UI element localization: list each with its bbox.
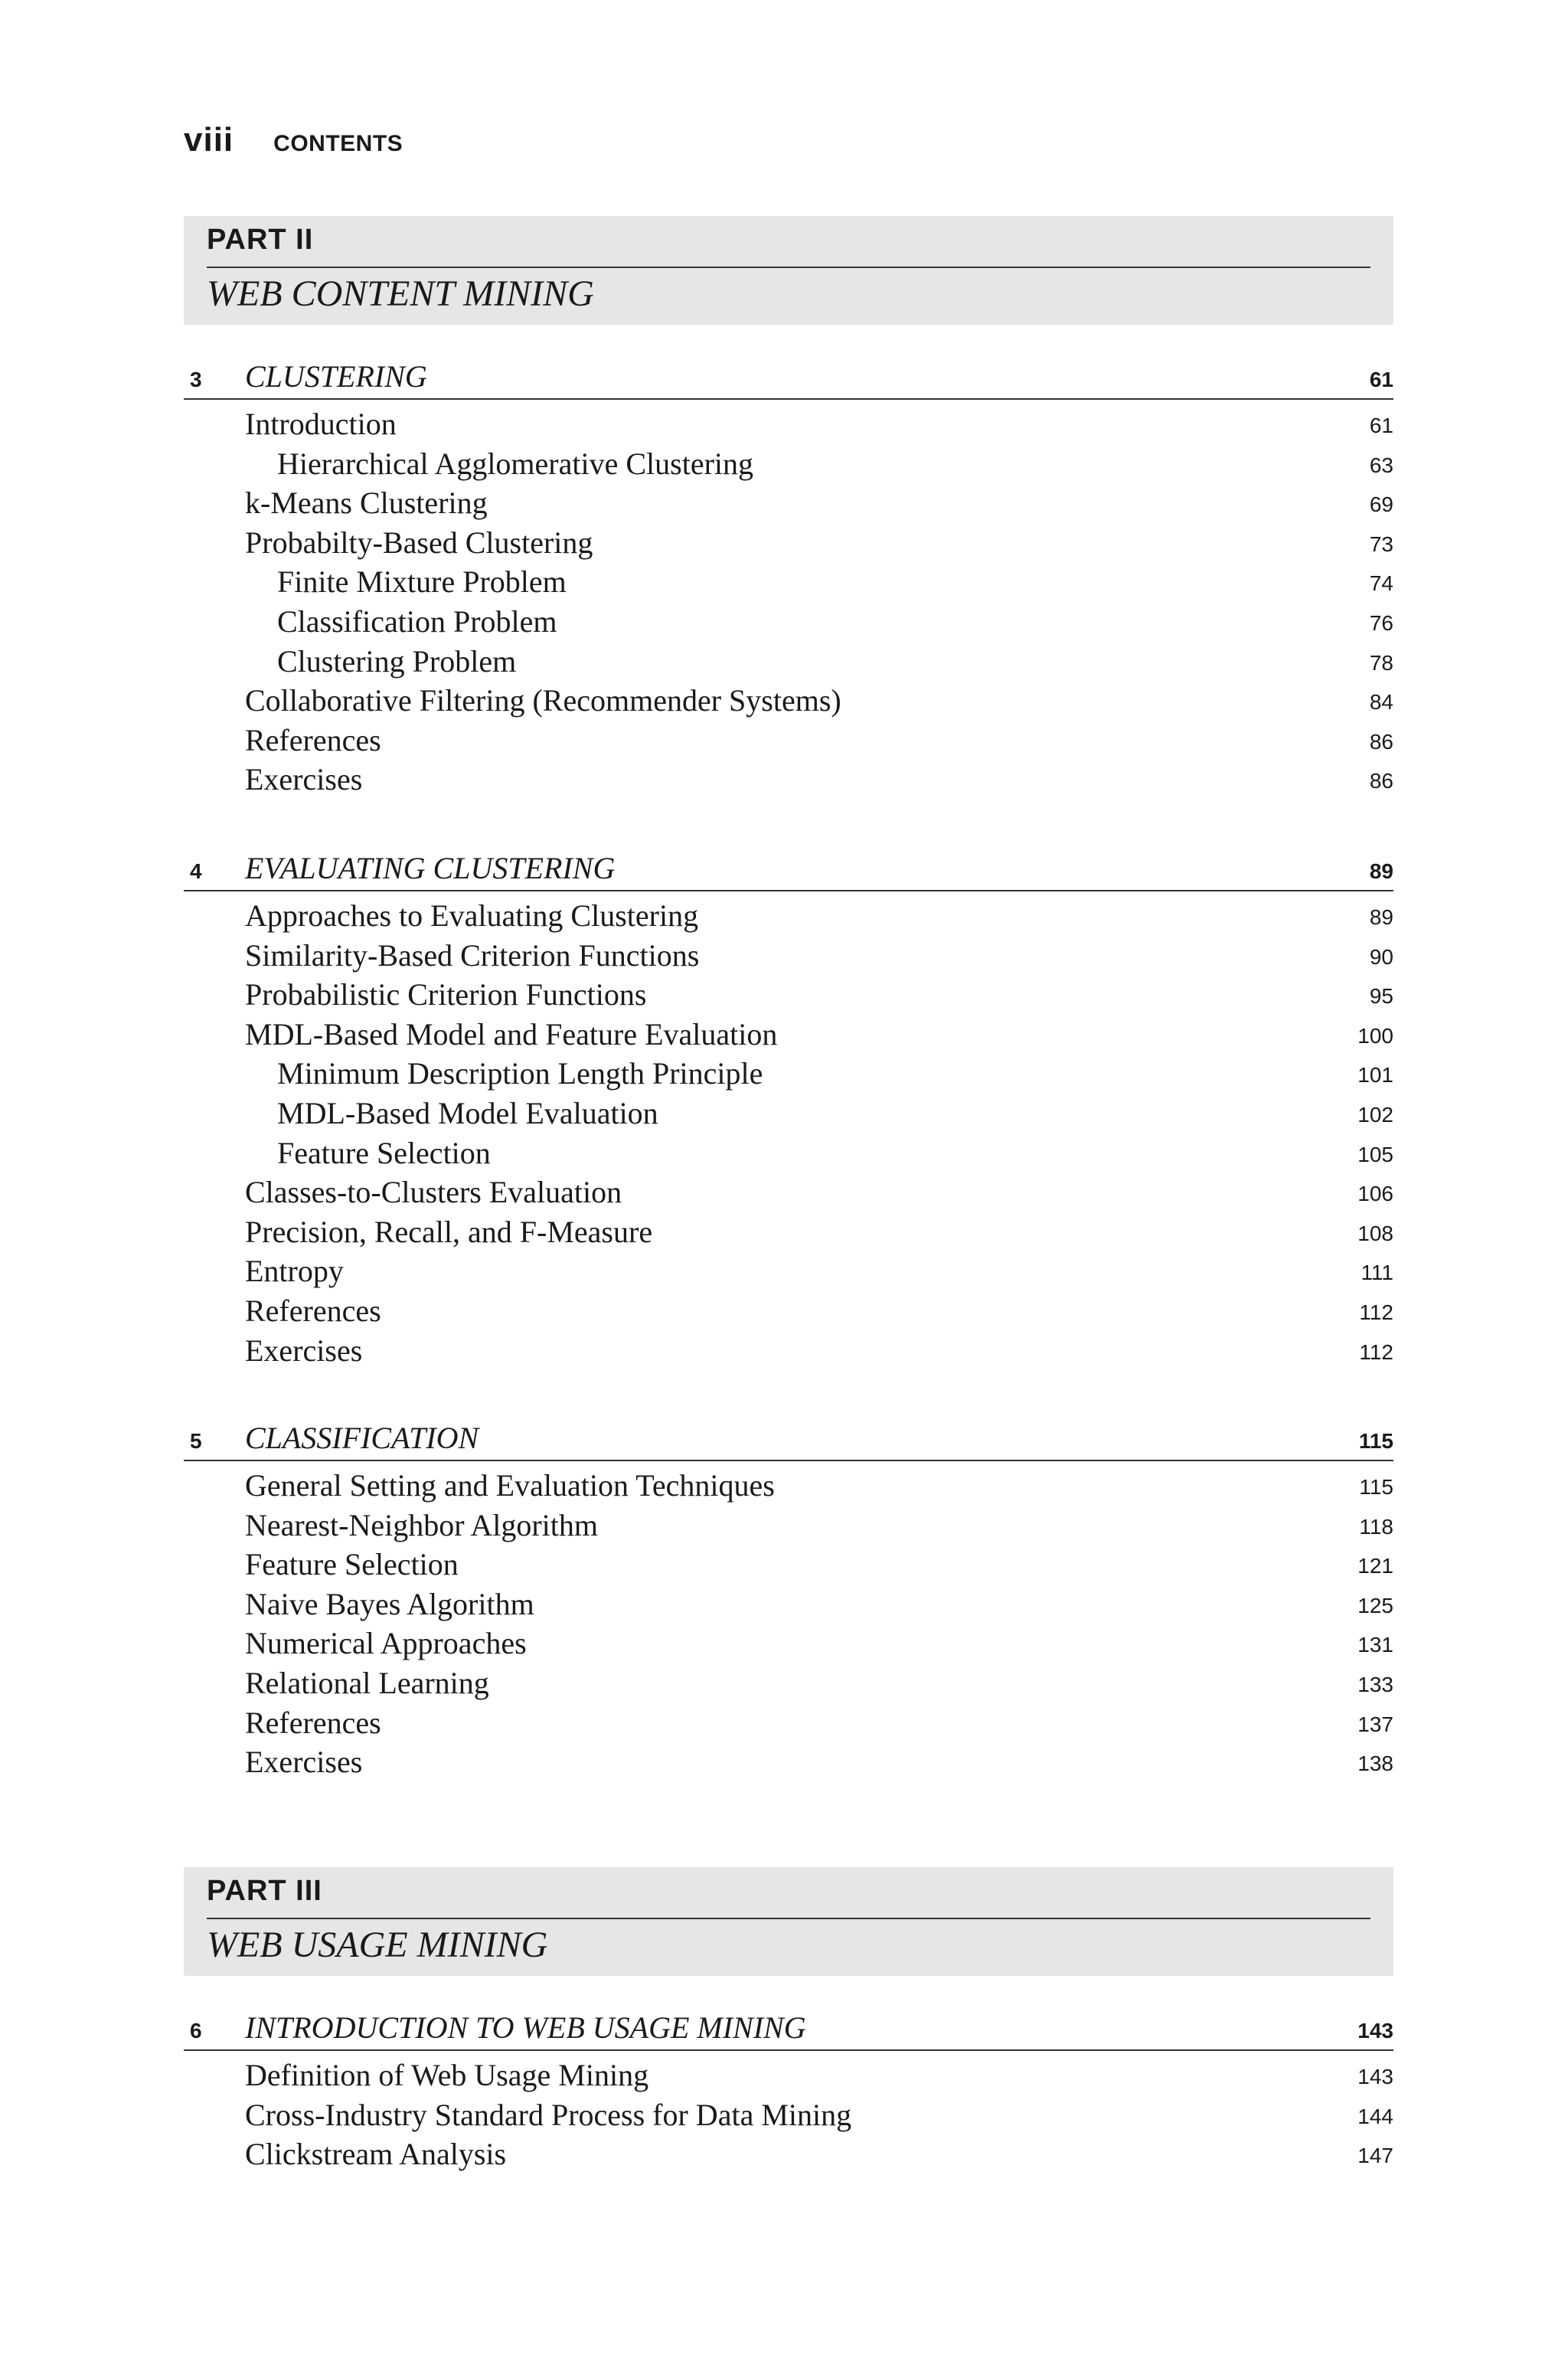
entry-page: 73 (1369, 531, 1393, 556)
running-title: CONTENTS (273, 131, 403, 156)
toc-subentry (184, 441, 1393, 481)
chapter-number: 3 (190, 368, 202, 391)
entry-page: 86 (1369, 729, 1393, 754)
toc-entry (184, 1288, 1393, 1328)
part-rule (207, 267, 1370, 268)
toc-subentry (184, 1130, 1393, 1170)
toc-list (184, 1463, 1393, 1779)
entry-title: General Setting and Evaluation Techniques (245, 1468, 775, 1503)
entry-title: References (245, 722, 381, 757)
toc-entry (184, 893, 1393, 933)
entry-page: 137 (1357, 1712, 1393, 1736)
entry-title: Probabilistic Criterion Functions (245, 977, 647, 1012)
entry-title: Minimum Description Length Principle (277, 1056, 763, 1091)
entry-title: Collaborative Filtering (Recommender Systems) (245, 683, 841, 718)
toc-entry (184, 2131, 1393, 2171)
chapter (184, 847, 1393, 1367)
entry-page: 112 (1359, 1339, 1393, 1364)
entry-page: 143 (1357, 2065, 1393, 2088)
toc-entry (184, 757, 1393, 796)
entry-title: Classification Problem (277, 603, 557, 639)
entry-page: 112 (1359, 1300, 1393, 1324)
entry-page: 95 (1369, 984, 1393, 1009)
chapter (184, 1417, 1393, 1779)
chapter-title: CLASSIFICATION (245, 1421, 479, 1455)
toc-subentry (184, 559, 1393, 599)
entry-page: 69 (1369, 492, 1393, 517)
entry-page: 100 (1357, 1023, 1393, 1048)
entry-page: 84 (1369, 690, 1393, 715)
chapter-number: 6 (190, 2019, 202, 2043)
entry-title: Entropy (245, 1254, 344, 1289)
toc-entry (184, 2052, 1393, 2092)
entry-page: 106 (1357, 1182, 1393, 1206)
entry-title: Exercises (245, 1333, 363, 1368)
page-number: viii (184, 121, 234, 159)
entry-page: 138 (1357, 1751, 1393, 1776)
entry-title: MDL-Based Model and Feature Evaluation (245, 1016, 778, 1052)
chapter-title: INTRODUCTION TO WEB USAGE MINING (245, 2010, 806, 2045)
chapter-page: 61 (1369, 368, 1393, 391)
toc-list (184, 893, 1393, 1367)
toc-entry (184, 1581, 1393, 1621)
toc-entry (184, 1660, 1393, 1700)
entry-title: Finite Mixture Problem (277, 564, 567, 600)
chapter-page: 89 (1369, 859, 1393, 883)
chapter-heading (184, 2007, 1393, 2051)
chapter (184, 355, 1393, 796)
entry-page: 144 (1357, 2104, 1393, 2128)
part-header (184, 216, 1393, 325)
part-rule (207, 1918, 1370, 1919)
toc-list (184, 401, 1393, 796)
entry-title: Similarity-Based Criterion Functions (245, 937, 700, 973)
part-header (184, 1867, 1393, 1976)
toc-entry (184, 1463, 1393, 1503)
entry-page: 125 (1357, 1593, 1393, 1617)
toc-entry (184, 520, 1393, 560)
entry-page: 102 (1357, 1102, 1393, 1127)
entry-page: 133 (1357, 1672, 1393, 1696)
toc-list (184, 2052, 1393, 2171)
entry-title: Clustering Problem (277, 643, 517, 679)
toc-entry (184, 1739, 1393, 1779)
toc-entry (184, 480, 1393, 520)
toc-entry (184, 1542, 1393, 1581)
entry-title: References (245, 1705, 381, 1740)
chapter-title: EVALUATING CLUSTERING (245, 851, 616, 885)
toc-entry (184, 1012, 1393, 1052)
entry-title: Definition of Web Usage Mining (245, 2058, 649, 2092)
entry-title: Naive Bayes Algorithm (245, 1586, 534, 1621)
toc-subentry (184, 1091, 1393, 1130)
entry-page: 89 (1369, 905, 1393, 929)
toc-entry (184, 401, 1393, 441)
entry-page: 105 (1357, 1142, 1393, 1166)
entry-page: 74 (1369, 571, 1393, 596)
entry-title: Nearest-Neighbor Algorithm (245, 1507, 598, 1542)
entry-title: Feature Selection (245, 1547, 459, 1582)
toc-entry (184, 1248, 1393, 1288)
entry-title: Clickstream Analysis (245, 2137, 507, 2172)
entry-title: Numerical Approaches (245, 1626, 527, 1661)
entry-page: 147 (1357, 2144, 1393, 2168)
part-title: WEB CONTENT MINING (207, 273, 594, 314)
toc-entry (184, 1209, 1393, 1249)
chapter-page: 143 (1357, 2019, 1393, 2043)
toc-entry (184, 1503, 1393, 1542)
part-label: PART II (207, 224, 314, 256)
entry-page: 121 (1357, 1554, 1393, 1578)
part-title: WEB USAGE MINING (207, 1925, 548, 1965)
toc-entry (184, 1621, 1393, 1660)
chapter-title: CLUSTERING (245, 359, 427, 394)
chapter-heading (184, 847, 1393, 891)
toc-subentry (184, 639, 1393, 679)
entry-page: 78 (1369, 650, 1393, 675)
chapter (184, 2007, 1393, 2171)
toc-entry (184, 718, 1393, 757)
entry-title: Relational Learning (245, 1665, 489, 1700)
entry-title: References (245, 1293, 381, 1328)
entry-title: Introduction (245, 407, 397, 441)
entry-title: MDL-Based Model Evaluation (277, 1095, 658, 1130)
entry-page: 86 (1369, 769, 1393, 793)
entry-page: 111 (1361, 1261, 1393, 1285)
toc-subentry (184, 1051, 1393, 1091)
entry-page: 131 (1357, 1633, 1393, 1657)
toc-entry (184, 972, 1393, 1012)
entry-page: 108 (1357, 1221, 1393, 1245)
toc-subentry (184, 599, 1393, 639)
chapter-heading (184, 355, 1393, 400)
toc-entry (184, 1328, 1393, 1368)
entry-page: 76 (1369, 610, 1393, 635)
toc-entry (184, 2092, 1393, 2132)
toc-entry (184, 1169, 1393, 1209)
entry-title: Hierarchical Agglomerative Clustering (277, 446, 754, 481)
entry-page: 63 (1369, 453, 1393, 477)
entry-title: Classes-to-Clusters Evaluation (245, 1175, 622, 1210)
entry-title: Probabilty-Based Clustering (245, 525, 593, 560)
toc-entry (184, 1700, 1393, 1740)
entry-page: 90 (1369, 944, 1393, 969)
entry-title: Exercises (245, 762, 363, 797)
entry-page: 61 (1369, 414, 1393, 437)
entry-page: 115 (1359, 1475, 1393, 1499)
entry-title: k-Means Clustering (245, 486, 488, 521)
running-head (184, 121, 403, 159)
entry-title: Precision, Recall, and F-Measure (245, 1214, 653, 1249)
entry-page: 118 (1359, 1514, 1393, 1539)
chapter-heading (184, 1417, 1393, 1461)
part-label: PART III (207, 1875, 322, 1907)
entry-title: Cross-Industry Standard Process for Data Mining (245, 2097, 852, 2132)
entry-page: 101 (1357, 1063, 1393, 1088)
entry-title: Approaches to Evaluating Clustering (245, 898, 699, 933)
chapter-number: 4 (190, 859, 202, 883)
entry-title: Exercises (245, 1745, 363, 1780)
chapter-number: 5 (190, 1429, 202, 1453)
toc-entry (184, 933, 1393, 973)
toc-entry (184, 678, 1393, 718)
chapter-page: 115 (1358, 1429, 1393, 1453)
entry-title: Feature Selection (277, 1135, 491, 1170)
